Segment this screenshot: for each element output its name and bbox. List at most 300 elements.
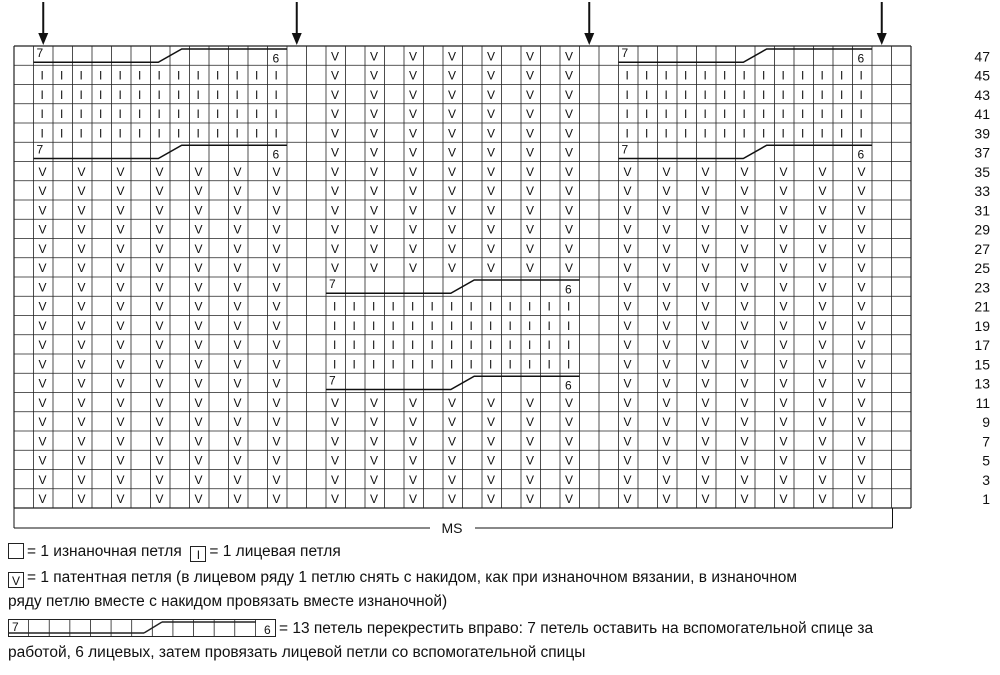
patent-stitch-mark: V [487, 49, 496, 64]
row-label: 13 [974, 375, 990, 392]
patent-stitch-mark: V [487, 126, 496, 141]
knit-stitch-mark: I [138, 87, 142, 102]
patent-stitch-mark: V [857, 472, 866, 487]
knit-stitch-mark: I [703, 87, 707, 102]
patent-stitch-mark: V [233, 434, 242, 449]
knit-stitch-mark: I [391, 318, 395, 333]
patent-stitch-mark: V [272, 357, 281, 372]
knit-stitch-mark: I [664, 68, 668, 83]
patent-stitch-mark: V [370, 395, 379, 410]
knit-stitch-mark: I [430, 357, 434, 372]
patent-stitch-mark: V [233, 453, 242, 468]
knit-stitch-mark: I [40, 126, 44, 141]
patent-stitch-mark: V [116, 241, 125, 256]
cable-right-label: 6 [857, 51, 865, 66]
patent-stitch-mark: V [116, 472, 125, 487]
patent-stitch-mark: V [194, 164, 203, 179]
knit-stitch-mark: I [216, 68, 220, 83]
knit-stitch-mark: I [840, 68, 844, 83]
knit-stitch-mark: I [781, 87, 785, 102]
knit-stitch-mark: I [352, 338, 356, 352]
knit-stitch-mark: I [508, 357, 512, 372]
knit-stitch-mark: I [157, 107, 161, 121]
patent-stitch-mark: V [857, 415, 866, 429]
knit-stitch-mark: I [801, 107, 805, 121]
patent-stitch-mark: V [77, 241, 86, 256]
knit-stitch-mark: I [567, 338, 571, 352]
patent-stitch-mark: V [818, 453, 827, 468]
legend-patent-text-2: ряду петлю вместе с накидом провязать вместе изнаночной) [8, 593, 448, 610]
ms-label: MS [441, 520, 463, 536]
patent-stitch-mark: V [272, 222, 281, 237]
knit-stitch-mark: I [177, 126, 181, 141]
patent-stitch-mark: V [370, 49, 379, 64]
patent-stitch-mark: V [155, 453, 164, 468]
patent-stitch-mark: V [448, 222, 457, 237]
knit-stitch-mark: I [216, 87, 220, 102]
patent-stitch-mark: V [38, 415, 47, 429]
patent-stitch-mark: V [779, 395, 788, 410]
row-label: 35 [974, 163, 990, 180]
patent-stitch-mark: V [857, 492, 866, 506]
patent-stitch-mark: V [331, 87, 340, 102]
knit-stitch-mark: I [235, 68, 239, 83]
knit-stitch-mark: I [742, 126, 746, 141]
patent-stitch-mark: V [155, 338, 164, 352]
patent-stitch-mark: V [857, 376, 866, 391]
patent-stitch-mark: V [38, 164, 47, 179]
patent-stitch-mark: V [740, 280, 749, 295]
patent-stitch-mark: V [448, 472, 457, 487]
knit-stitch-mark: I [274, 68, 278, 83]
knit-stitch-mark: I [508, 338, 512, 352]
cable-cross-symbol-icon [8, 619, 276, 637]
knit-stitch-mark: I [177, 68, 181, 83]
knit-stitch-mark: I [411, 299, 415, 314]
knit-stitch-mark: I [703, 68, 707, 83]
patent-stitch-mark: V [194, 203, 203, 218]
patent-stitch-mark: V [779, 299, 788, 314]
knit-stitch-mark: I [391, 338, 395, 352]
patent-stitch-mark: V [77, 261, 86, 275]
patent-stitch-mark: V [487, 395, 496, 410]
patent-stitch-mark: V [740, 472, 749, 487]
patent-stitch-mark: V [233, 299, 242, 314]
patent-stitch-mark: V [857, 338, 866, 352]
patent-stitch-mark: V [565, 472, 574, 487]
knit-stitch-mark: I [567, 299, 571, 314]
knit-stitch-mark: I [528, 338, 532, 352]
patent-stitch-mark: V [448, 203, 457, 218]
patent-stitch-mark: V [155, 164, 164, 179]
patent-stitch-mark: V [526, 453, 535, 468]
knit-stitch-mark: I [567, 318, 571, 333]
knit-stitch-mark: I [118, 126, 122, 141]
patent-stitch-mark: V [526, 49, 535, 64]
knit-stitch-mark: I [99, 87, 103, 102]
patent-stitch-mark: V [233, 318, 242, 333]
patent-stitch-mark: V [487, 453, 496, 468]
knit-stitch-mark: I [664, 87, 668, 102]
patent-stitch-mark: V [565, 261, 574, 275]
knit-stitch-mark: I [216, 107, 220, 121]
patent-stitch-mark: V [233, 357, 242, 372]
knit-stitch-mark: I [255, 87, 259, 102]
patent-stitch-mark: V [526, 241, 535, 256]
patent-stitch-mark: V [448, 145, 457, 160]
patent-stitch-mark: V [233, 395, 242, 410]
patent-stitch-mark: V [740, 184, 749, 198]
patent-stitch-mark: V [662, 395, 671, 410]
cable-left-label: 7 [621, 142, 629, 157]
knit-stitch-mark: I [40, 87, 44, 102]
knit-stitch-mark: I [118, 107, 122, 121]
patent-stitch-mark: V [194, 318, 203, 333]
patent-stitch-mark: V [233, 203, 242, 218]
knit-stitch-mark: I [625, 126, 629, 141]
patent-stitch-mark: V [331, 203, 340, 218]
patent-stitch-mark: V [370, 241, 379, 256]
patent-stitch-mark: V [194, 299, 203, 314]
knit-stitch-mark: I [469, 357, 473, 372]
patent-stitch-mark: V [623, 164, 632, 179]
knit-stitch-mark: I [60, 107, 64, 121]
row-label: 19 [974, 317, 990, 334]
knit-stitch-mark: I [372, 338, 376, 352]
patent-stitch-mark: V [818, 376, 827, 391]
patent-stitch-mark: V [155, 415, 164, 429]
knit-stitch-mark: I [625, 107, 629, 121]
knit-stitch-mark: I [196, 68, 200, 83]
patent-stitch-mark: V [77, 434, 86, 449]
patent-stitch-mark: V [740, 453, 749, 468]
patent-stitch-mark: V [779, 434, 788, 449]
knit-stitch-mark: I [703, 126, 707, 141]
cable-left-label: 7 [36, 142, 44, 157]
patent-stitch-mark: V [662, 280, 671, 295]
patent-stitch-mark: V [272, 164, 281, 179]
knit-stitch-mark: I [372, 357, 376, 372]
knit-stitch-mark: I [723, 107, 727, 121]
down-arrow-icon [38, 33, 48, 45]
patent-stitch-mark: V [818, 492, 827, 506]
row-label: 33 [974, 183, 990, 199]
knit-stitch-mark: I [411, 338, 415, 352]
knit-stitch-mark: I [684, 87, 688, 102]
patent-stitch-mark: V [487, 241, 496, 256]
patent-stitch-mark: V [448, 492, 457, 506]
patent-stitch-mark: V [38, 299, 47, 314]
legend-patent-line1 [8, 568, 797, 588]
row-label: 7 [982, 433, 990, 450]
row-label: 27 [974, 240, 990, 257]
patent-stitch-mark: V [623, 222, 632, 237]
knit-stitch-mark: I [742, 107, 746, 121]
knit-stitch-mark: I [235, 107, 239, 121]
patent-stitch-mark: V [194, 376, 203, 391]
patent-stitch-mark: V [662, 492, 671, 506]
patent-stitch-mark: V [526, 107, 535, 121]
patent-stitch-mark: V [194, 453, 203, 468]
patent-stitch-mark: V [77, 318, 86, 333]
knit-stitch-mark: I [177, 107, 181, 121]
patent-stitch-mark: V [272, 376, 281, 391]
patent-stitch-mark: V [233, 222, 242, 237]
knit-stitch-mark: I [508, 299, 512, 314]
row-label: 37 [974, 144, 990, 161]
patent-stitch-mark: V [701, 318, 710, 333]
patent-stitch-mark: V [818, 261, 827, 275]
patent-stitch-mark: V [526, 472, 535, 487]
patent-stitch-mark: V [623, 203, 632, 218]
patent-stitch-mark: V [779, 338, 788, 352]
patent-stitch-mark: V [272, 472, 281, 487]
patent-stitch-mark: V [526, 395, 535, 410]
patent-stitch-mark: V [701, 241, 710, 256]
patent-stitch-mark: V [272, 241, 281, 256]
legend-cable-line1 [8, 619, 873, 639]
patent-stitch-mark: V [818, 299, 827, 314]
cable-cross-line [619, 49, 873, 62]
patent-stitch-mark: V [331, 49, 340, 64]
patent-stitch-mark: V [448, 261, 457, 275]
legend-cable-text-1: = 13 петель перекрестить вправо: 7 петель оставить на вспомогательной спице за [279, 620, 874, 637]
patent-stitch-mark: V [448, 415, 457, 429]
patent-stitch-mark: V [662, 261, 671, 275]
knit-stitch-mark: I [840, 126, 844, 141]
patent-stitch-mark: V [487, 472, 496, 487]
legend-purl-text: = 1 изнаночная петля [27, 543, 182, 560]
legend-cable-line2 [8, 643, 585, 663]
patent-stitch-mark: V [77, 376, 86, 391]
patent-stitch-mark: V [233, 261, 242, 275]
patent-stitch-mark: V [409, 395, 418, 410]
patent-stitch-mark: V [701, 415, 710, 429]
patent-stitch-mark: V [448, 453, 457, 468]
patent-stitch-mark: V [409, 68, 418, 83]
patent-stitch-mark: V [116, 318, 125, 333]
patent-stitch-mark: V [194, 357, 203, 372]
patent-stitch-mark: V [272, 261, 281, 275]
patent-stitch-mark: V [526, 261, 535, 275]
patent-stitch-mark: V [487, 222, 496, 237]
knit-stitch-mark: I [79, 68, 83, 83]
patent-stitch-mark: V [779, 241, 788, 256]
patent-stitch-mark: V [77, 395, 86, 410]
patent-stitch-mark: V [487, 87, 496, 102]
patent-stitch-mark: V [409, 164, 418, 179]
patent-stitch-mark: V [370, 203, 379, 218]
patent-stitch-mark: V [77, 472, 86, 487]
knit-stitch-mark: I [352, 299, 356, 314]
knit-stitch-mark: I [118, 68, 122, 83]
knit-stitch-mark: I [742, 68, 746, 83]
patent-stitch-mark: V [701, 395, 710, 410]
patent-stitch-mark: V [331, 453, 340, 468]
patent-stitch-mark: V [526, 203, 535, 218]
patent-stitch-mark: V [779, 472, 788, 487]
patent-stitch-mark: V [565, 87, 574, 102]
cable-cross-line [34, 145, 288, 158]
legend-patent-text-1: = 1 патентная петля (в лицевом ряду 1 петлю снять с накидом, как при изнаночном вязании, в изнаночном [27, 569, 798, 586]
patent-stitch-mark: V [857, 318, 866, 333]
row-label: 31 [974, 202, 990, 219]
patent-stitch-mark: V [487, 145, 496, 160]
patent-stitch-mark: V [662, 299, 671, 314]
patent-stitch-mark: V [487, 261, 496, 275]
patent-stitch-mark: V [701, 184, 710, 198]
knit-stitch-mark: I [60, 126, 64, 141]
patent-stitch-mark: V [779, 261, 788, 275]
row-label: 21 [974, 298, 990, 315]
knit-stitch-mark: I [40, 68, 44, 83]
knit-stitch-mark: I [255, 68, 259, 83]
knit-stitch-mark: I [333, 299, 337, 314]
patent-stitch-mark: V [116, 376, 125, 391]
patent-stitch-mark: V [38, 203, 47, 218]
patent-stitch-mark: V [331, 492, 340, 506]
patent-stitch-mark: V [448, 395, 457, 410]
knit-stitch-mark: I [781, 68, 785, 83]
patent-stitch-mark: V [370, 453, 379, 468]
patent-stitch-mark: V [487, 68, 496, 83]
knit-stitch-mark: I [118, 87, 122, 102]
patent-stitch-mark: V [331, 434, 340, 449]
patent-stitch-mark: V [409, 49, 418, 64]
knit-stitch-mark: I [508, 318, 512, 333]
knit-stitch-mark: I [333, 338, 337, 352]
patent-stitch-mark: V [194, 395, 203, 410]
patent-stitch-mark: V [565, 395, 574, 410]
row-label: 23 [974, 279, 990, 296]
knit-stitch-mark: I [723, 126, 727, 141]
knit-stitch-mark: I [60, 68, 64, 83]
patent-stitch-mark: V [565, 126, 574, 141]
knit-stitch-mark: I [391, 299, 395, 314]
patent-stitch-mark: V [331, 472, 340, 487]
patent-stitch-mark: V [526, 145, 535, 160]
patent-stitch-mark: V [818, 434, 827, 449]
patent-stitch-mark: V [623, 357, 632, 372]
patent-stitch-mark: V [623, 241, 632, 256]
patent-stitch-mark: V [857, 164, 866, 179]
patent-stitch-mark: V [662, 241, 671, 256]
patent-stitch-mark: V [233, 376, 242, 391]
patent-stitch-mark: V [779, 164, 788, 179]
row-label: 29 [974, 221, 990, 238]
patent-stitch-mark: V [272, 299, 281, 314]
patent-stitch-mark: V [331, 164, 340, 179]
patent-stitch-mark: V [565, 145, 574, 160]
patent-stitch-mark: V [38, 241, 47, 256]
patent-stitch-mark: V [857, 184, 866, 198]
patent-stitch-mark: V [779, 280, 788, 295]
patent-stitch-mark: V [662, 318, 671, 333]
knit-stitch-mark: I [859, 68, 863, 83]
patent-stitch-mark: V [701, 261, 710, 275]
patent-stitch-mark: V [331, 145, 340, 160]
knit-stitch-mark: I [547, 338, 551, 352]
knit-stitch-mark: I [801, 126, 805, 141]
row-label: 45 [974, 67, 990, 84]
patent-stitch-mark: V [409, 203, 418, 218]
patent-stitch-mark: V [818, 338, 827, 352]
patent-stitch-mark: V [38, 357, 47, 372]
legend-cable-right-label: 6 [264, 623, 271, 637]
patent-stitch-mark: V [272, 453, 281, 468]
knit-stitch-mark: I [762, 68, 766, 83]
patent-stitch-mark: V [818, 241, 827, 256]
knit-stitch-mark: I [528, 318, 532, 333]
patent-stitch-mark: V [740, 164, 749, 179]
patent-stitch-mark: V [116, 395, 125, 410]
knit-stitch-mark: I [157, 87, 161, 102]
patent-stitch-mark: V [194, 472, 203, 487]
patent-stitch-mark: V [662, 357, 671, 372]
knit-stitch-mark: I [567, 357, 571, 372]
patent-stitch-mark: V [662, 338, 671, 352]
cable-left-label: 7 [36, 46, 44, 60]
patent-stitch-mark: V [77, 453, 86, 468]
knit-stitch-mark: I [196, 87, 200, 102]
patent-stitch-mark: V [116, 338, 125, 352]
patent-stitch-mark: V [370, 472, 379, 487]
knit-stitch-mark: I [79, 126, 83, 141]
down-arrow-icon [877, 33, 887, 45]
patent-stitch-mark: V [409, 184, 418, 198]
patent-stitch-mark: V [272, 280, 281, 295]
patent-symbol-icon: V [8, 572, 24, 588]
knit-stitch-mark: I [157, 68, 161, 83]
patent-stitch-mark: V [623, 280, 632, 295]
patent-stitch-mark: V [623, 434, 632, 449]
legend-patent-line2 [8, 592, 447, 612]
patent-stitch-mark: V [623, 472, 632, 487]
patent-stitch-mark: V [701, 357, 710, 372]
patent-stitch-mark: V [409, 415, 418, 429]
knit-stitch-mark: I [411, 318, 415, 333]
knit-stitch-mark: I [742, 87, 746, 102]
knit-stitch-mark: I [820, 126, 824, 141]
patent-stitch-mark: V [116, 184, 125, 198]
patent-stitch-mark: V [779, 222, 788, 237]
knit-stitch-mark: I [430, 299, 434, 314]
patent-stitch-mark: V [77, 222, 86, 237]
patent-stitch-mark: V [38, 261, 47, 275]
patent-stitch-mark: V [370, 184, 379, 198]
patent-stitch-mark: V [662, 434, 671, 449]
knit-stitch-mark: I [235, 126, 239, 141]
patent-stitch-mark: V [565, 164, 574, 179]
patent-stitch-mark: V [331, 68, 340, 83]
patent-stitch-mark: V [370, 415, 379, 429]
knit-stitch-mark: I [489, 357, 493, 372]
patent-stitch-mark: V [779, 357, 788, 372]
patent-stitch-mark: V [818, 222, 827, 237]
patent-stitch-mark: V [818, 164, 827, 179]
patent-stitch-mark: V [272, 395, 281, 410]
patent-stitch-mark: V [565, 107, 574, 121]
patent-stitch-mark: V [857, 299, 866, 314]
knit-stitch-mark: I [781, 107, 785, 121]
patent-stitch-mark: V [116, 261, 125, 275]
patent-stitch-mark: V [487, 415, 496, 429]
patent-stitch-mark: V [740, 318, 749, 333]
patent-stitch-mark: V [370, 145, 379, 160]
knit-stitch-mark: I [547, 299, 551, 314]
patent-stitch-mark: V [331, 395, 340, 410]
patent-stitch-mark: V [409, 107, 418, 121]
